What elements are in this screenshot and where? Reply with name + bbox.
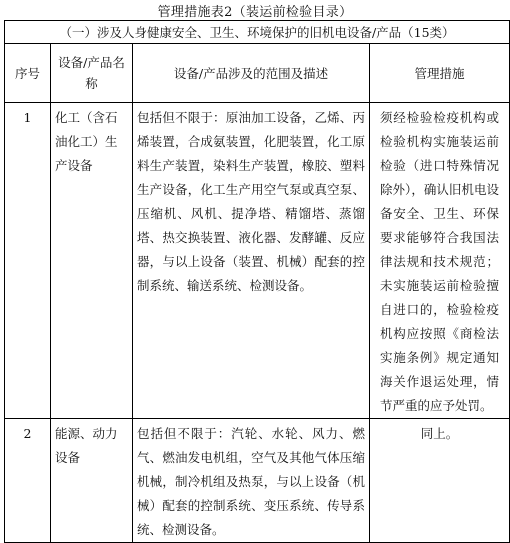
- header-row: [5, 44, 510, 103]
- category-row: [5, 21, 510, 44]
- table-row: [5, 419, 510, 543]
- header-device: 设备/产品名称: [51, 44, 133, 103]
- category-title: （一）涉及人身健康安全、卫生、环境保护的旧机电设备/产品（15类）: [5, 21, 510, 44]
- header-scope: 设备/产品涉及的范围及描述: [133, 44, 370, 103]
- management-measures: 同上。: [370, 419, 510, 543]
- device-name: 能源、动力设备: [51, 419, 133, 543]
- device-name: 化工（含石油化工）生产设备: [51, 103, 133, 419]
- row-number: 2: [5, 419, 51, 543]
- scope-description: 包括但不限于：原油加工设备，乙烯、丙烯装置，合成氨装置，化肥装置，化工原料生产装置，染料生产装置，橡胶、塑料生产设备，化工生产用空气泵或真空泵、压缩机、风机、提净塔、精馏塔、蒸馏塔、热交换装置、液化器、发酵罐、反应器，与以上设备（装置、机械）配套的控制系统、输送系统、检测设备。: [133, 103, 370, 419]
- management-measures: 须经检验检疫机构或检验机构实施装运前检验（进口特殊情况除外），确认旧机电设备安全、卫生、环保要求能够符合我国法律法规和技术规范；未实施装运前检验擅自进口的，检验检疫机构应按照《商检法实施条例》规定通知海关作退运处理，情节严重的应予处罚。: [370, 103, 510, 419]
- row-number: 1: [5, 103, 51, 419]
- header-no: 序号: [5, 44, 51, 103]
- table-row: [5, 103, 510, 419]
- scope-description: 包括但不限于：汽轮、水轮、风力、燃气、燃油发电机组，空气及其他气体压缩机械，制冷机组及热泵，与以上设备（机械）配套的控制系统、变压系统、传导系统、检测设备。: [133, 419, 370, 543]
- measures-table: [4, 20, 510, 543]
- document-title: 管理措施表2（装运前检验目录）: [157, 5, 353, 20]
- header-measures: 管理措施: [370, 44, 510, 103]
